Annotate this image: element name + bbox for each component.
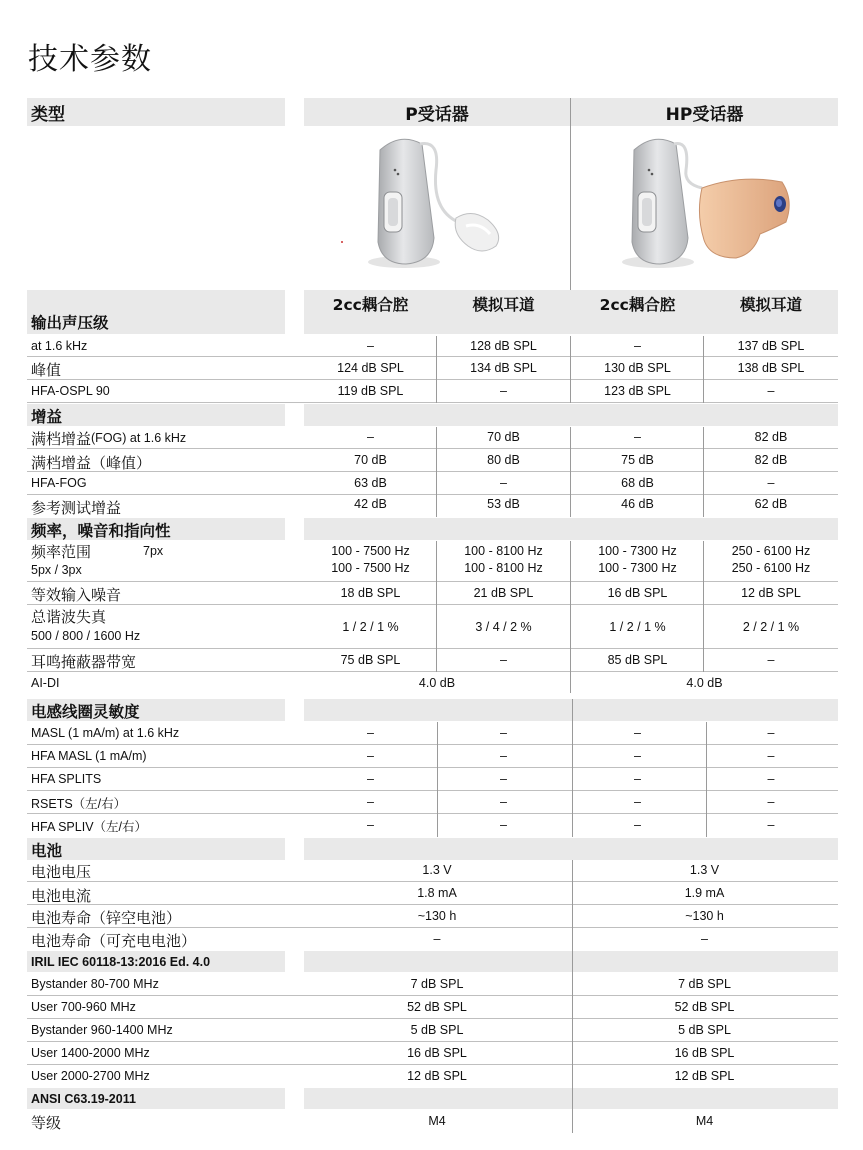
cell: 1.9 mA xyxy=(684,885,725,900)
row-label: 电池电压 xyxy=(31,862,92,881)
cell: 7 dB SPL xyxy=(410,976,464,991)
row-label: HFA-OSPL 90 xyxy=(31,384,110,398)
cell: – xyxy=(367,338,374,353)
thd-label-cn: 总谐波失真 xyxy=(31,608,107,626)
hp-receiver-heading: HP受话器 xyxy=(665,104,744,125)
row-label: Bystander 80-700 MHz xyxy=(31,977,159,991)
ansi-band-right xyxy=(304,1088,838,1109)
cell: 80 dB xyxy=(487,452,520,467)
col-divider xyxy=(570,336,571,403)
cell: 75 dB xyxy=(621,452,654,467)
cell: – xyxy=(767,383,775,398)
cell: 100 - 7500 Hz xyxy=(331,544,410,558)
cell: 250 - 6100 Hz xyxy=(731,561,811,575)
cell: 124 dB SPL xyxy=(337,360,404,375)
cell: – xyxy=(767,748,775,763)
row-divider xyxy=(27,927,838,928)
row-label-en: (FOG) at 1.6 kHz xyxy=(91,431,187,445)
row-label: MASL (1 mA/m) at 1.6 kHz xyxy=(31,726,180,740)
header-divider xyxy=(570,98,571,290)
col-divider xyxy=(570,541,571,693)
thd-label xyxy=(31,605,140,647)
row-divider xyxy=(27,995,838,996)
cell: – xyxy=(767,794,775,809)
row-label: User 700-960 MHz xyxy=(31,1000,136,1014)
cell: 70 dB xyxy=(354,452,387,467)
cell: – xyxy=(367,771,374,786)
telecoil-title: 电感线圈灵敏度 xyxy=(31,703,140,721)
cell: – xyxy=(634,817,641,832)
row-divider xyxy=(27,671,838,672)
row-label: HFA SPLITS xyxy=(31,772,102,786)
row-label: HFA MASL (1 mA/m) xyxy=(31,749,147,763)
cell: 63 dB xyxy=(354,475,387,490)
row-label: 电池寿命（可充电电池） xyxy=(31,931,197,950)
cell: 130 dB SPL xyxy=(604,360,671,375)
row-label: at 1.6 kHz xyxy=(31,339,88,353)
cell: 53 dB xyxy=(487,496,520,511)
cell: – xyxy=(367,817,374,832)
hp-receiver-device-image xyxy=(610,130,810,280)
row-divider xyxy=(27,813,838,814)
cell: – xyxy=(701,931,708,946)
cell: 134 dB SPL xyxy=(470,360,537,375)
row-label-cn: 满档增益 xyxy=(31,429,92,448)
row-label: 电池寿命（锌空电池） xyxy=(31,908,182,927)
output-title: 输出声压级 xyxy=(31,314,109,332)
cell: – xyxy=(500,771,507,786)
cell: 100 - 8100 Hz xyxy=(464,561,543,575)
gain-band-left xyxy=(27,404,285,426)
cell: – xyxy=(433,931,441,946)
freq-range-label-cn: 频率范围 xyxy=(31,543,92,561)
cell: 123 dB SPL xyxy=(604,383,671,398)
p-receiver-heading: P受话器 xyxy=(405,104,469,125)
row-divider xyxy=(27,881,838,882)
col-divider xyxy=(437,722,438,837)
cell: – xyxy=(767,771,775,786)
cell: 1.3 V xyxy=(689,862,720,877)
cell: 7 dB SPL xyxy=(678,976,731,991)
row-label: 参考测试增益 xyxy=(31,498,122,517)
cell: 52 dB SPL xyxy=(674,999,735,1014)
cell: ~130 h xyxy=(417,908,457,923)
cell: – xyxy=(500,475,507,490)
col-ear-p: 模拟耳道 xyxy=(472,296,535,314)
row-label: User 1400-2000 MHz xyxy=(31,1046,150,1060)
cell: – xyxy=(367,429,374,444)
row-divider xyxy=(27,767,838,768)
cell: 46 dB xyxy=(621,496,654,511)
iril-title: IRIL IEC 60118-13:2016 Ed. 4.0 xyxy=(31,954,211,969)
cell: 250 - 6100 Hz xyxy=(731,544,811,558)
cell: M4 xyxy=(695,1113,714,1128)
cell: 4.0 dB xyxy=(418,675,456,690)
cell: 12 dB SPL xyxy=(741,585,801,600)
cell: 18 dB SPL xyxy=(340,585,401,600)
col-divider xyxy=(572,699,573,837)
cell: 62 dB xyxy=(754,496,788,511)
cell: 100 - 7500 Hz xyxy=(331,561,410,575)
cell: – xyxy=(634,338,641,353)
col-divider xyxy=(436,336,437,403)
col-2cc-p: 2cc耦合腔 xyxy=(332,296,409,314)
row-label: 满档增益（峰值） xyxy=(31,453,152,472)
row-divider xyxy=(27,471,838,472)
row-label: 等效输入噪音 xyxy=(31,585,122,604)
row-divider xyxy=(27,1041,838,1042)
row-divider xyxy=(27,904,838,905)
cell: – xyxy=(367,725,374,740)
cell: 100 - 7300 Hz xyxy=(598,544,677,558)
col-divider xyxy=(703,541,704,672)
cell: 137 dB SPL xyxy=(737,338,805,353)
row-label: 电池电流 xyxy=(31,886,92,905)
cell: – xyxy=(634,429,641,444)
freq-title: 频率，噪音和指向性 xyxy=(31,522,171,540)
row-label: 耳鸣掩蔽器带宽 xyxy=(31,652,137,671)
col-divider xyxy=(436,541,437,672)
telecoil-band-right xyxy=(304,699,838,721)
row-divider xyxy=(27,648,838,649)
header-band-left xyxy=(27,98,285,126)
row-divider xyxy=(27,581,838,582)
cell: 82 dB xyxy=(754,429,788,444)
row-divider xyxy=(27,1018,838,1019)
row-label: RSETS（左/右） xyxy=(31,797,127,811)
cell: 42 dB xyxy=(354,496,387,511)
row-label: Bystander 960-1400 MHz xyxy=(31,1023,173,1037)
cell: ~130 h xyxy=(685,908,724,923)
ansi-title: ANSI C63.19-2011 xyxy=(31,1091,136,1106)
cell: – xyxy=(634,748,641,763)
cell: 1.3 V xyxy=(422,862,452,877)
cell: 12 dB SPL xyxy=(674,1068,735,1083)
cell: 128 dB SPL xyxy=(470,338,537,353)
col-divider xyxy=(570,427,571,517)
row-label: HFA SPLIV（左/右） xyxy=(31,820,148,834)
row-label: User 2000-2700 MHz xyxy=(31,1069,150,1083)
cell: – xyxy=(767,652,775,667)
col-divider xyxy=(703,427,704,517)
thd-sub: 500 / 800 / 1600 Hz xyxy=(31,629,141,643)
row-divider xyxy=(27,379,838,380)
row-label: HFA-FOG xyxy=(31,476,87,490)
gain-band-right xyxy=(304,404,838,426)
freq-range-sub: 5px / 3px xyxy=(31,563,82,577)
row-label: AI-DI xyxy=(31,676,60,690)
cell: 1 / 2 / 1 % xyxy=(609,619,666,634)
row-divider xyxy=(27,448,838,449)
battery-band-right xyxy=(304,838,838,860)
row-divider xyxy=(27,1064,838,1065)
cell: – xyxy=(500,383,507,398)
cell: – xyxy=(767,725,775,740)
col-divider xyxy=(436,427,437,517)
type-label: 类型 xyxy=(31,104,65,125)
cell: 68 dB xyxy=(621,475,654,490)
cell: 100 - 8100 Hz xyxy=(464,544,543,558)
cell: 16 dB SPL xyxy=(407,1045,467,1060)
freq-range-7px: 7px xyxy=(143,544,164,558)
row-divider xyxy=(27,356,838,357)
cell: 5 dB SPL xyxy=(410,1022,464,1037)
freq-range-label xyxy=(31,542,91,582)
cell: M4 xyxy=(428,1113,446,1128)
cell: – xyxy=(634,725,641,740)
p-receiver-device-image xyxy=(340,130,540,280)
page-title: 技术参数 xyxy=(28,42,152,77)
cell: 16 dB SPL xyxy=(674,1045,735,1060)
cell: – xyxy=(634,794,641,809)
cell: – xyxy=(367,794,374,809)
cell: – xyxy=(767,475,775,490)
cell: 138 dB SPL xyxy=(737,360,805,375)
cell: – xyxy=(500,748,507,763)
battery-title: 电池 xyxy=(31,842,63,860)
cell: – xyxy=(500,652,507,667)
cell: 52 dB SPL xyxy=(407,999,467,1014)
col-divider xyxy=(706,722,707,837)
cell: – xyxy=(767,817,775,832)
cell: 75 dB SPL xyxy=(340,652,401,667)
freq-band-right xyxy=(304,518,838,540)
col-divider xyxy=(572,860,573,1133)
row-label: 等级 xyxy=(31,1113,62,1132)
cell: 1.8 mA xyxy=(417,885,457,900)
cell: 100 - 7300 Hz xyxy=(598,561,677,575)
cell: 5 dB SPL xyxy=(678,1022,731,1037)
cell: 82 dB xyxy=(754,452,788,467)
row-divider xyxy=(27,402,838,403)
gain-title: 增益 xyxy=(31,408,63,426)
cell: – xyxy=(500,817,507,832)
cell: – xyxy=(500,794,507,809)
row-divider xyxy=(27,744,838,745)
row-label: 峰值 xyxy=(31,360,62,379)
row-label xyxy=(31,427,186,449)
cell: – xyxy=(367,748,374,763)
cell: 1 / 2 / 1 % xyxy=(342,619,399,634)
cell: 3 / 4 / 2 % xyxy=(475,619,532,634)
col-2cc-hp: 2cc耦合腔 xyxy=(599,296,676,314)
cell: 85 dB SPL xyxy=(607,652,668,667)
cell: – xyxy=(500,725,507,740)
cell: 16 dB SPL xyxy=(607,585,668,600)
cell: 70 dB xyxy=(487,429,520,444)
iril-band-right xyxy=(304,951,838,972)
cell: 4.0 dB xyxy=(686,675,723,690)
cell: 119 dB SPL xyxy=(337,383,404,398)
cell: – xyxy=(634,771,641,786)
battery-band-left xyxy=(27,838,285,860)
cell: 2 / 2 / 1 % xyxy=(742,619,800,634)
col-ear-hp: 模拟耳道 xyxy=(739,296,802,314)
cell: 12 dB SPL xyxy=(407,1068,467,1083)
cell: 21 dB SPL xyxy=(473,585,534,600)
col-divider xyxy=(703,336,704,403)
row-divider xyxy=(27,790,838,791)
row-divider xyxy=(27,494,838,495)
row-divider xyxy=(27,604,838,605)
